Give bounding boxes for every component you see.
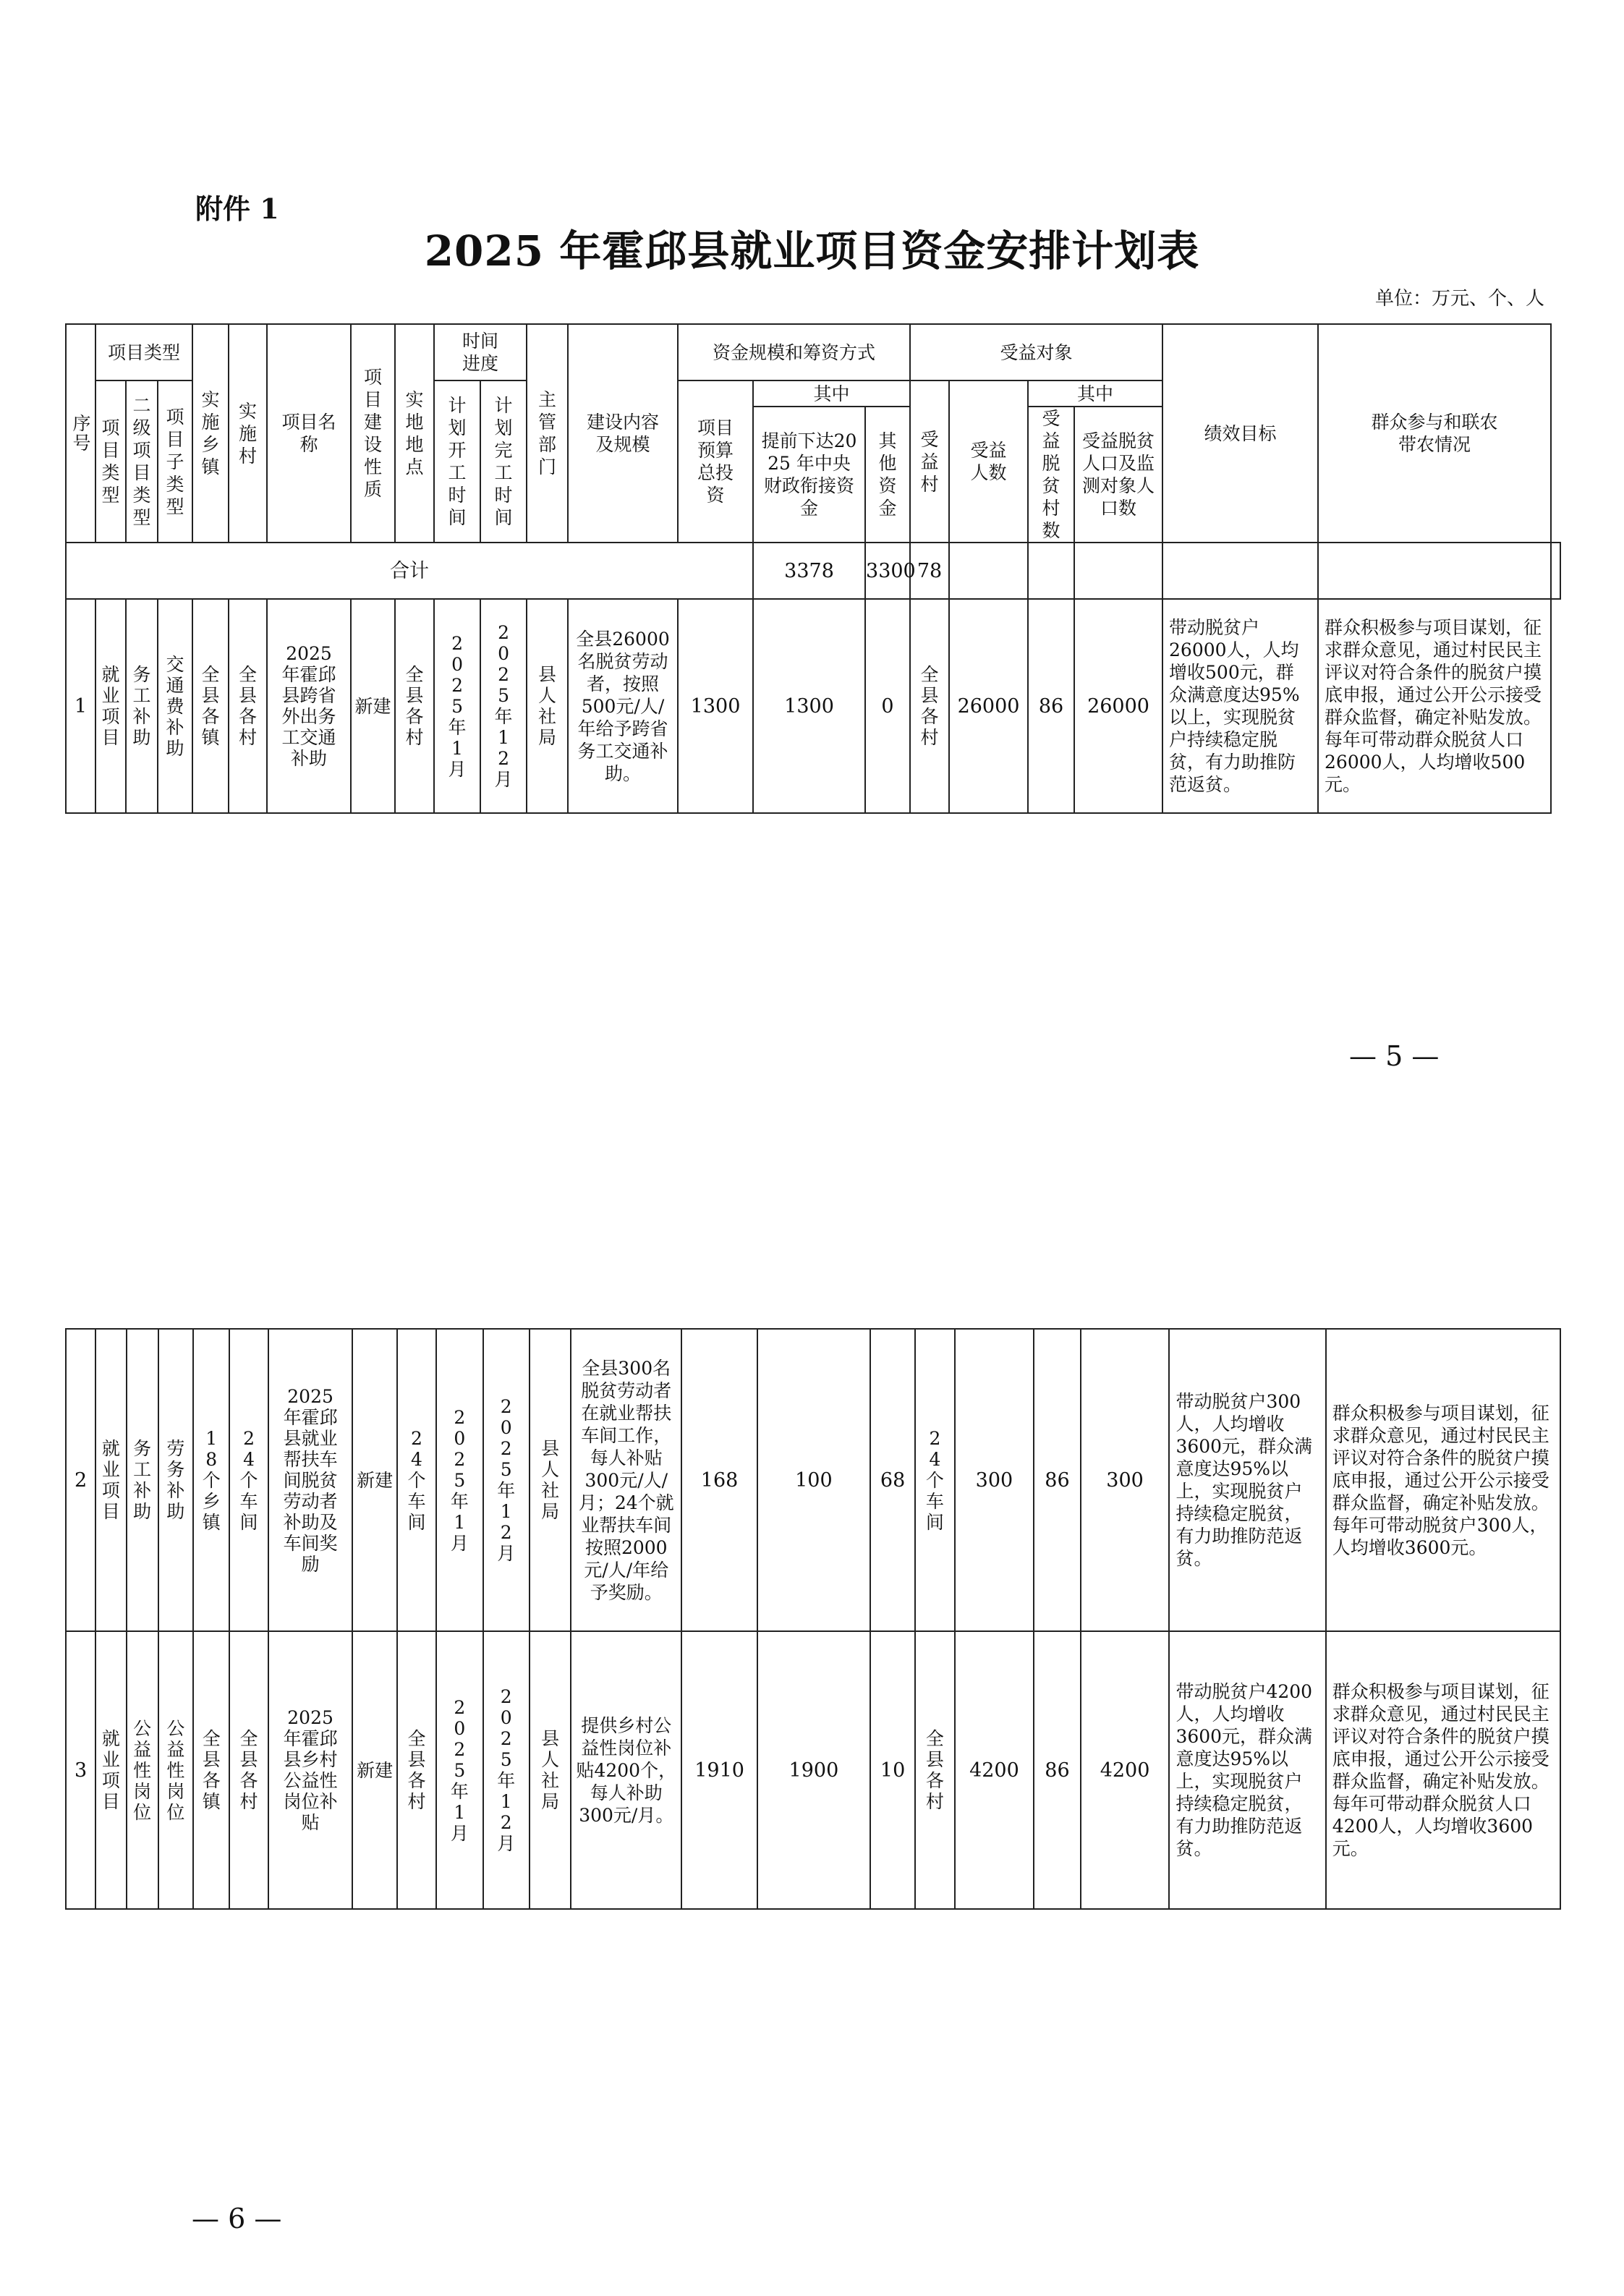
header-township: 实施乡镇 [192,324,229,543]
row-type: 就业项目 [95,1631,126,1909]
row-sub: 公益性岗位 [158,1631,193,1909]
table-row [66,1329,1560,1631]
header-central-funds: 提前下达2025 年中央财政衔接资金 [753,407,865,543]
total-empty [1028,543,1074,599]
row-end: 2025年12月 [483,1631,530,1909]
row-content: 全县26000名脱贫劳动者，按照500元/人/年给予跨省务工交通补助。 [568,599,678,813]
row-poor-people: 4200 [1081,1631,1170,1909]
plan-table-page5 [65,323,1561,814]
total-central: 3300 [865,543,910,599]
row-participation: 群众积极参与项目谋划，征求群众意见，通过村民民主评议对符合条件的脱贫户摸底申报，通过公开公示接受群众监督，确定补贴发放。每年可带动群众脱贫人口26000人，人均增收500元。 [1318,599,1551,813]
header-project-name: 项目名称 [267,324,351,543]
row-poor-villages: 86 [1034,1631,1080,1909]
row-seq: 1 [66,599,95,813]
row-location: 全县各村 [395,599,434,813]
page-number-6: — 6 — [192,2203,282,2235]
row-township: 18个乡镇 [193,1329,229,1631]
row-other: 0 [865,599,910,813]
row-dept: 县人社局 [527,599,568,813]
header-participation: 群众参与和联农带农情况 [1318,324,1551,543]
plan-table-page6 [65,1328,1561,1910]
row-name: 2025年霍邱县乡村公益性岗位补贴 [268,1631,353,1909]
header-project-type-group: 项目类型 [95,324,192,380]
header-benef-village: 受益村 [910,380,949,543]
row-goal: 带动脱贫户4200人，人均增收3600元，群众满意度达95%以上，实现脱贫户持续稳定脱贫，有力助推防范返贫。 [1169,1631,1325,1909]
header-project-type: 项目类型 [95,380,126,543]
row-secondary: 务工补助 [127,1329,158,1631]
row-total: 1910 [681,1631,757,1909]
row-goal: 带动脱贫户26000人，人均增收500元，群众满意度达95%以上，实现脱贫户持续稳定脱贫，有力助推防范返贫。 [1162,599,1318,813]
row-sub: 交通费补助 [158,599,192,813]
row-central: 1900 [757,1631,870,1909]
row-poor-people: 300 [1081,1329,1170,1631]
table-row [66,1631,1560,1909]
row-location: 全县各村 [397,1631,436,1909]
total-other: 78 [910,543,949,599]
row-nature: 新建 [352,1631,396,1909]
row-seq: 3 [66,1631,95,1909]
row-benef-village: 全县各村 [910,599,949,813]
row-poor-villages: 86 [1028,599,1074,813]
page-number-5: — 5 — [1349,1040,1440,1072]
header-benef-people: 受益人数 [949,380,1028,543]
row-content: 全县300名脱贫劳动者在就业帮扶车间工作，每人补贴300元/人/月；24个就业帮扶车间按照2000元/人/年给予奖励。 [571,1329,681,1631]
header-other-funds: 其他资金 [865,407,910,543]
header-poor-people: 受益脱贫人口及监测对象人口数 [1074,407,1162,543]
header-total: 项目预算总投资 [678,380,753,543]
row-name: 2025年霍邱县就业帮扶车间脱贫劳动者补助及车间奖励 [268,1329,353,1631]
header-of-which-benef: 其中 [1028,380,1162,407]
header-sub-type: 项目子类型 [158,380,192,543]
header-of-which-fund: 其中 [753,380,910,407]
row-sub: 劳务补助 [158,1329,193,1631]
row-township: 全县各镇 [193,1631,229,1909]
row-central: 100 [757,1329,870,1631]
total-empty [949,543,1028,599]
row-nature: 新建 [352,1329,396,1631]
row-participation: 群众积极参与项目谋划，征求群众意见，通过村民民主评议对符合条件的脱贫户摸底申报，通过公开公示接受群众监督，确定补贴发放。每年可带动群众脱贫人口4200人，人均增收3600元。 [1326,1631,1560,1909]
row-other: 68 [870,1329,915,1631]
total-empty [1318,543,1551,599]
header-village: 实施村 [229,324,267,543]
header-poor-villages: 受益脱贫村数 [1028,407,1074,543]
unit-note: 单位：万元、个、人 [1374,288,1544,310]
header-schedule-group: 时间进度 [434,324,527,380]
header-location: 实地地点 [395,324,434,543]
row-poor-people: 26000 [1074,599,1162,813]
row-secondary: 公益性岗位 [127,1631,158,1909]
header-secondary-type: 二级项目类型 [126,380,158,543]
row-type: 就业项目 [95,1329,126,1631]
row-dept: 县人社局 [530,1631,571,1909]
header-beneficiary-group: 受益对象 [910,324,1162,380]
row-seq: 2 [66,1329,95,1631]
row-name: 2025年霍邱县跨省外出务工交通补助 [267,599,351,813]
row-end: 2025年12月 [483,1329,530,1631]
attachment-label: 附件 1 [195,192,279,225]
header-fund-group: 资金规模和筹资方式 [678,324,910,380]
header-start: 计划开工时间 [434,380,480,543]
row-location: 24个车间 [397,1329,436,1631]
row-start: 2025年1月 [436,1329,482,1631]
header-seq: 序号 [66,324,95,543]
row-benef-village: 全县各村 [915,1631,954,1909]
header-goal: 绩效目标 [1162,324,1318,543]
row-benef-people: 300 [955,1329,1034,1631]
row-start: 2025年1月 [434,599,480,813]
total-empty [1551,543,1560,599]
total-budget: 3378 [753,543,865,599]
row-total: 168 [681,1329,757,1631]
row-dept: 县人社局 [530,1329,571,1631]
row-nature: 新建 [351,599,395,813]
row-benef-people: 26000 [949,599,1028,813]
row-village: 全县各村 [229,599,267,813]
row-poor-villages: 86 [1034,1329,1080,1631]
row-content: 提供乡村公益性岗位补贴4200个，每人补助300元/月。 [571,1631,681,1909]
header-dept: 主管部门 [527,324,568,543]
row-other: 10 [870,1631,915,1909]
total-label: 合计 [66,543,753,599]
header-end: 计划完工时间 [480,380,527,543]
row-village: 24个车间 [229,1329,268,1631]
row-end: 2025年12月 [480,599,527,813]
total-empty [1074,543,1162,599]
row-total: 1300 [678,599,753,813]
row-secondary: 务工补助 [126,599,158,813]
row-participation: 群众积极参与项目谋划，征求群众意见，通过村民民主评议对符合条件的脱贫户摸底申报，通过公开公示接受群众监督，确定补贴发放。每年可带动脱贫户300人，人均增收3600元。 [1326,1329,1560,1631]
row-township: 全县各镇 [192,599,229,813]
row-start: 2025年1月 [436,1631,482,1909]
page-title: 2025 年霍邱县就业项目资金安排计划表 [424,226,1200,276]
row-goal: 带动脱贫户300人，人均增收3600元，群众满意度达95%以上，实现脱贫户持续稳定脱贫，有力助推防范返贫。 [1169,1329,1325,1631]
row-type: 就业项目 [95,599,126,813]
header-content: 建设内容及规模 [568,324,678,543]
row-village: 全县各村 [229,1631,268,1909]
row-central: 1300 [753,599,865,813]
row-benef-village: 24个车间 [915,1329,954,1631]
total-empty [1162,543,1318,599]
row-benef-people: 4200 [955,1631,1034,1909]
header-nature: 项目建设性质 [351,324,395,543]
table-row [66,599,1560,813]
